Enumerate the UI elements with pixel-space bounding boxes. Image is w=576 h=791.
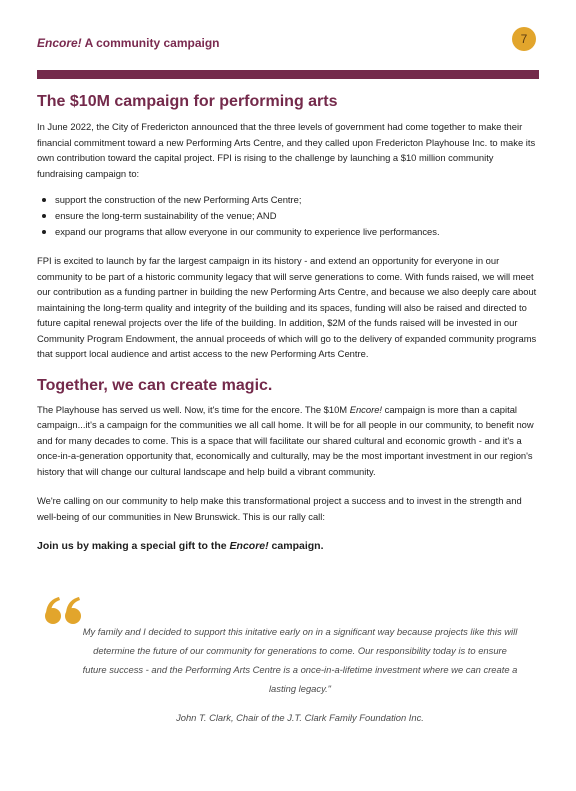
cta-text-b: campaign. — [268, 540, 324, 552]
main-content — [37, 92, 539, 554]
header-title-rest: A community campaign — [81, 36, 220, 50]
campaign-goals-list — [37, 192, 539, 240]
intro-paragraph: In June 2022, the City of Fredericton announced that the three levels of government had come together to make their financial commitment toward a new Performing Arts Centre, and they called upon Fredericton Playhouse Inc. to make its own contribution toward the capital project. FPI is rising to the challenge by launching a $10 million community fundraising campaign to: — [37, 121, 536, 179]
list-item: expand our programs that allow everyone in our community to experience live performances. — [37, 224, 539, 240]
rally-paragraph: We're calling on our community to help make this transformational project a success and to invest in the strength and well-being of our communities in New Brunswick. This is our rally call: — [37, 495, 522, 522]
testimonial-quote: My family and I decided to support this initative early on in a significant way because projects like this will determine the future of our community for generations to come. Our responsibility today is to ensure future success - and the Performing Arts Centre is a once-in-a-lifetime investment where we can create a lasting legacy." — [82, 626, 518, 694]
list-item: support the construction of the new Performing Arts Centre; — [37, 192, 539, 208]
playhouse-text-a: The Playhouse has served us well. Now, it's time for the encore. The $10M — [37, 403, 350, 415]
section-heading-campaign: The $10M campaign for performing arts — [37, 93, 338, 110]
page-number-badge: 7 — [512, 27, 536, 51]
list-item: ensure the long-term sustainability of the venue; AND — [37, 208, 539, 224]
cta-text-a: Join us by making a special gift to the — [37, 540, 230, 552]
playhouse-paragraph — [37, 402, 539, 480]
body-paragraph: FPI is excited to launch by far the largest campaign in its history - and extend an opportunity for everyone in our community to be part of a historic community legacy that will serve generations to come. With funds raised, we will meet our contribution as a funding partner in building the new Performing Arts Centre, and because we also deeply care about maintaining the long-term quality and integrity of the building and its spaces, funding will also be raised and directed to future capital renewal projects over the life of the building. In addition, $2M of the funds raised will be invested in our Community Program Endowment, the annual proceeds of which will go to the delivery of expanded community programs that support local audience and artist access to the new Performing Arts Centre. — [37, 255, 537, 359]
cta-text-em: Encore! — [229, 540, 269, 552]
quote-attribution: John T. Clark, Chair of the J.T. Clark Family Foundation Inc. — [176, 712, 424, 723]
section-heading-magic: Together, we can create magic. — [37, 376, 273, 394]
quote-icon — [44, 596, 84, 631]
playhouse-text-b: campaign is more than a capital campaign...it's a campaign for the communities we all call home. It will be for all people in our community, to benefit now and for many decades to come. This is a space that will facilitate our shared cultural and economic growth - and it's a once-in-a-generation opportunity that, economically and culturally, may be the most important investment in our region's history that will change our cultural landscape and help build a vibrant community. — [37, 403, 534, 477]
page-header — [37, 34, 539, 54]
playhouse-text-em: Encore! — [349, 403, 383, 415]
call-to-action — [37, 538, 539, 554]
header-rule — [37, 70, 539, 79]
header-title — [37, 36, 220, 50]
header-title-em: Encore! — [37, 36, 82, 50]
